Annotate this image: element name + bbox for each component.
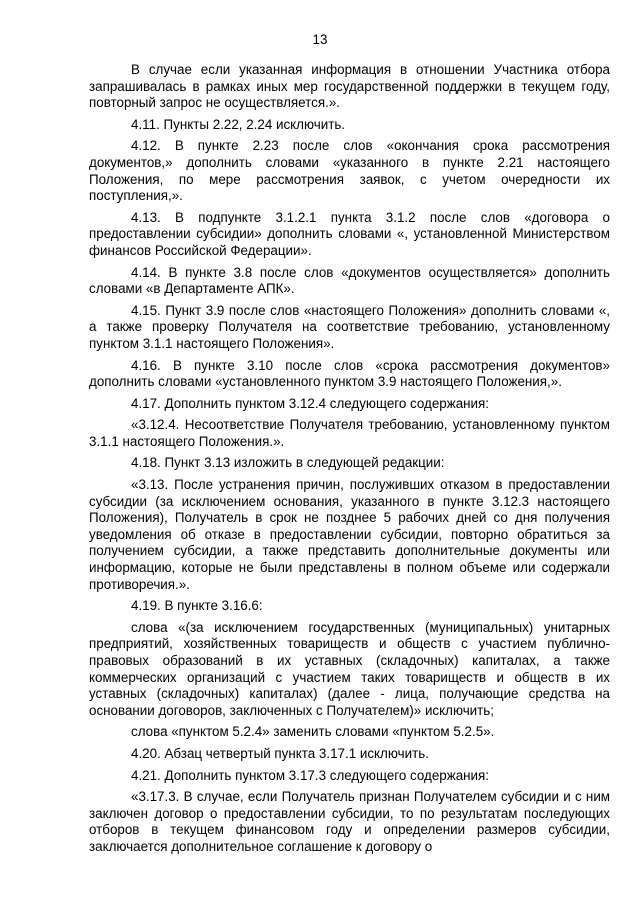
paragraph-4-17: 4.17. Дополнить пунктом 3.12.4 следующего содержания:: [131, 395, 489, 411]
page-number: 13: [312, 32, 328, 47]
paragraph-4-19: 4.19. В пункте 3.16.6:: [131, 598, 263, 614]
paragraph-words-replace: слова «пунктом 5.2.4» заменить словами «пунктом 5.2.5».: [131, 724, 495, 740]
paragraph-3-17-3: «3.17.3. В случае, если Получатель признан Получателем субсидии и с ним заключен договор о предоставлении субсидии, то по результатам последующих отборов в текущем финансовом году и определении размеров субсидии, заключается дополнительное соглашение к договору о: [89, 789, 610, 854]
paragraph-4-15: 4.15. Пункт 3.9 после слов «настоящего Положения» дополнить словами «, а также проверку Получателя на соответствие требованию, установленному пунктом 3.1.1 настоящего Положения».: [89, 302, 610, 351]
paragraph-4-20: 4.20. Абзац четвертый пункта 3.17.1 исключить.: [131, 745, 429, 761]
paragraph-words-exclude: слова «(за исключением государственных (муниципальных) унитарных предприятий, хозяйственных товариществ и обществ с участием публично-правовых образований в их уставных (складочных) капиталах, а также коммерческих организаций с участием таких товариществ и обществ в их уставных (складочных) капиталах) (далее - лица, получающие средства на основании договоров, заключенных с Получателем)» исключить;: [89, 619, 610, 718]
paragraph-4-16: 4.16. В пункте 3.10 после слов «срока рассмотрения документов» дополнить словами «установленного пунктом 3.9 настоящего Положения,».: [89, 357, 610, 390]
paragraph-4-11: 4.11. Пункты 2.22, 2.24 исключить.: [131, 116, 346, 132]
paragraph-3-12-4: «3.12.4. Несоответствие Получателя требованию, установленному пунктом 3.1.1 настоящего Положения.».: [89, 417, 610, 449]
paragraph-3-13: «3.13. После устранения причин, послуживших отказом в предоставлении субсидии (за исключением основания, указанного в пункте 3.12.3 настоящего Положения), Получатель в срок не позднее 5 рабочих дней со дня получения уведомления об отказе в предоставлении субсидии, повторно обратиться за получением субсидии, а также представить дополнительные документы или информацию, которые не были представлены в полном объеме или содержали противоречия.».: [89, 477, 610, 592]
paragraph-4-18: 4.18. Пункт 3.13 изложить в следующей редакции:: [131, 455, 445, 471]
paragraph-4-13: 4.13. В подпункте 3.1.2.1 пункта 3.1.2 после слов «договора о предоставлении субсидии» дополнить словами «, установленной Министерством финансов Российской Федерации».: [89, 209, 610, 258]
paragraph-4-14: 4.14. В пункте 3.8 после слов «документов осуществляется» дополнить словами «в Департаменте АПК».: [89, 264, 610, 297]
paragraph-4-21: 4.21. Дополнить пунктом 3.17.3 следующего содержания:: [131, 767, 489, 783]
document-body: [89, 62, 610, 861]
paragraph-4-12: 4.12. В пункте 2.23 после слов «окончания срока рассмотрения документов,» дополнить словами «указанного в пункте 2.21 настоящего Положения, по мере рассмотрения заявок, с учетом очередности их поступления,».: [89, 138, 610, 204]
paragraph-info-request: В случае если указанная информация в отношении Участника отбора запрашивалась в рамках иных мер государственной поддержки в текущем году, повторный запрос не осуществляется.».: [89, 62, 610, 111]
